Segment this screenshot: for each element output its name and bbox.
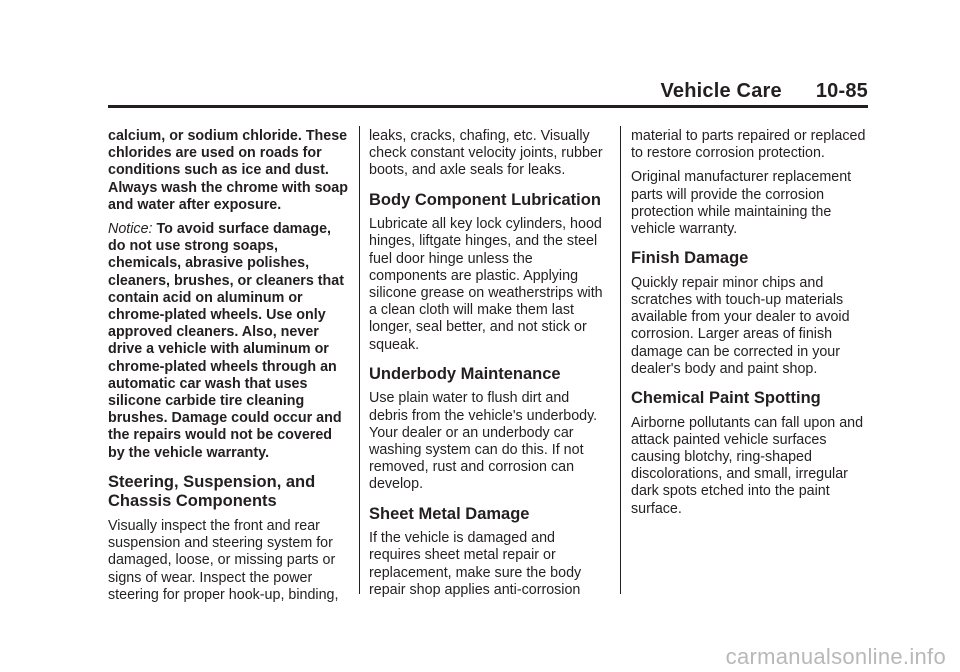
paragraph: material to parts repaired or replaced to restore corrosion protection. bbox=[631, 128, 866, 162]
section-heading: Steering, Suspension, and Chassis Components bbox=[108, 472, 316, 511]
paragraph: Lubricate all key lock cylinders, hood hinges, liftgate hinges, and the steel fuel door hinge unless the components are plastic. Applying silicone grease on weatherstrips with a clean cloth will make them last longer, seal better, and not stick or squeak. bbox=[369, 216, 603, 353]
header-rule bbox=[108, 105, 868, 108]
notice-paragraph bbox=[108, 221, 352, 462]
column-divider bbox=[359, 126, 360, 594]
section-heading: Chemical Paint Spotting bbox=[631, 389, 821, 408]
paragraph: If the vehicle is damaged and requires sheet metal repair or replacement, make sure the body repair shop applies anti-corrosion bbox=[369, 530, 582, 598]
column-3 bbox=[631, 128, 867, 525]
column-divider bbox=[620, 126, 621, 594]
section-title: Vehicle Care bbox=[660, 80, 782, 102]
paragraph: calcium, or sodium chloride. These chlorides are used on roads for conditions such as ice and dust. Always wash the chrome with soap and water after exposure. bbox=[108, 128, 348, 213]
page-number: 10-85 bbox=[815, 80, 868, 102]
paragraph: leaks, cracks, chafing, etc. Visually check constant velocity joints, rubber boots, and axle seals for leaks. bbox=[369, 128, 603, 179]
paragraph: Quickly repair minor chips and scratches with touch-up materials available from your dealer to avoid corrosion. Larger areas of finish damage can be corrected in your dealer's body and paint shop. bbox=[631, 274, 850, 377]
notice-label: Notice: bbox=[108, 221, 153, 238]
section-heading: Sheet Metal Damage bbox=[369, 504, 530, 523]
paragraph: Airborne pollutants can fall upon and attack painted vehicle surfaces causing blotchy, ring-shaped discolorations, and small, irregular dark spots etched into the paint surface. bbox=[631, 414, 864, 517]
watermark: carmanualsonline.info bbox=[725, 644, 946, 669]
section-heading: Underbody Maintenance bbox=[369, 364, 561, 383]
paragraph: Original manufacturer replacement parts will provide the corrosion protection while maintaining the vehicle warranty. bbox=[631, 169, 852, 238]
column-2 bbox=[369, 128, 609, 606]
notice-text: To avoid surface damage, do not use strong soaps, chemicals, abrasive polishes, cleaners, brushes, or cleaners that contain acid on aluminum or chrome-plated wheels. Use only approved cleaners. Also, never drive a vehicle with aluminum or chrome-plated wheels through an automatic car wash that uses silicone carbide tire cleaning brushes. Damage could occur and the repairs would not be covered by the vehicle warranty. bbox=[108, 221, 345, 461]
paragraph: Use plain water to flush dirt and debris from the vehicle's underbody. Your dealer or an underbody car washing system can do this. If not removed, rust and corrosion can develop. bbox=[369, 390, 598, 493]
section-heading: Finish Damage bbox=[631, 249, 749, 268]
section-heading: Body Component Lubrication bbox=[369, 190, 601, 209]
page-header bbox=[660, 80, 868, 103]
column-1 bbox=[108, 128, 352, 611]
paragraph: Visually inspect the front and rear suspension and steering system for damaged, loose, or missing parts or signs of wear. Inspect the power steering for proper hook-up, binding, bbox=[108, 518, 339, 603]
